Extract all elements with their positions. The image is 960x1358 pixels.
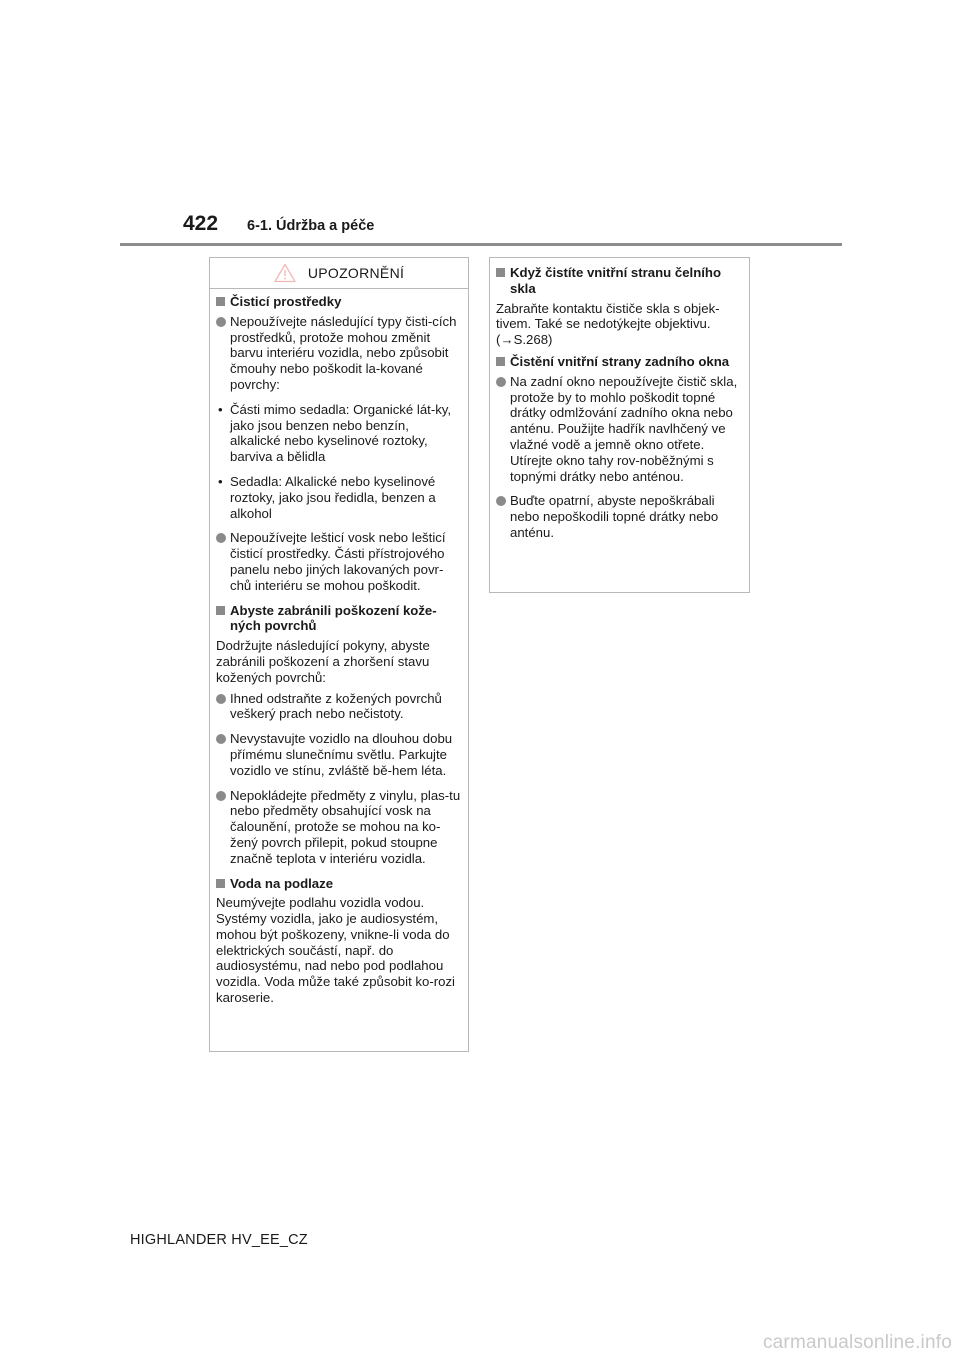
circle-bullet-icon	[496, 496, 506, 506]
heading-water-floor: Voda na podlaze	[216, 876, 462, 892]
paragraph: Zabraňte kontaktu čističe skla s objek-tivem. Také se nedotýkejte objektivu. (→S.268)	[496, 300, 720, 348]
paragraph: Neumývejte podlahu vozidla vodou. Systémy vozidla, jako je audiosystém, mohou být poškozeny, vnikne-li voda do elektrických součástí, např. do audiosystému, nad nebo pod podlahou vozidla. Voda může také způsobit ko-rozi karoserie.	[216, 895, 455, 1006]
square-bullet-icon	[496, 357, 505, 366]
warning-label: UPOZORNĚNÍ	[307, 265, 405, 281]
sub-list-item: • Sedadla: Alkalické nebo kyselinové roztoky, jako jsou ředidla, benzen a alkohol	[218, 473, 436, 521]
list-item: Nepoužívejte následující typy čisti-cích prostředků, protože mohou změnit barvu interiéru vozidla, nebo způsobit čmouhy nebo poškodit la-kované povrchy:	[216, 314, 462, 393]
heading-cleaning-agents: Čisticí prostředky	[216, 294, 462, 310]
heading-windshield: Když čistíte vnitřní stranu čelního skla	[496, 265, 743, 297]
list-item: Buďte opatrní, abyste nepoškrábali nebo nepoškodili topné drátky nebo anténu.	[496, 493, 743, 540]
warning-content-right	[490, 258, 749, 541]
watermark: carmanualsonline.info	[762, 1332, 952, 1353]
square-bullet-icon	[216, 606, 225, 615]
heading-leather: Abyste zabránili poškození kože-ných povrchů	[216, 603, 462, 635]
page-number: 422	[183, 212, 219, 235]
warning-header	[210, 258, 468, 289]
page-reference-link[interactable]: (→S.268)	[496, 332, 553, 348]
circle-bullet-icon	[216, 317, 226, 327]
section-title: 6-1. Údržba a péče	[247, 218, 375, 234]
list-item: Nepoužívejte lešticí vosk nebo lešticí čisticí prostředky. Části přístrojového panelu nebo jiných lakovaných povr-chů interiéru se mohou poškodit.	[216, 530, 462, 593]
sub-list-item: • Části mimo sedadla: Organické lát-ky, jako jsou benzen nebo benzín, alkalické nebo kyselinové roztoky, barviva a bělidla	[218, 401, 452, 465]
list-item: Nepokládejte předměty z vinylu, plas-tu nebo předměty obsahující vosk na čalounění, protože se mohou na ko-žený povrch přilepit, pokud stoupne značně teplota v interiéru vozidla.	[216, 788, 462, 867]
list-item: Ihned odstraňte z kožených povrchů veškerý prach nebo nečistoty.	[216, 691, 462, 723]
list-item: Nevystavujte vozidlo na dlouhou dobu přímému slunečnímu světlu. Parkujte vozidlo ve stínu, zvláště bě-hem léta.	[216, 731, 462, 778]
circle-bullet-icon	[216, 533, 226, 543]
square-bullet-icon	[216, 297, 225, 306]
circle-bullet-icon	[496, 377, 506, 387]
heading-rear-window: Čistění vnitřní strany zadního okna	[496, 354, 743, 370]
circle-bullet-icon	[216, 734, 226, 744]
footer-model: HIGHLANDER HV_EE_CZ	[130, 1232, 308, 1248]
circle-bullet-icon	[216, 694, 226, 704]
warning-box-right	[489, 257, 750, 593]
header-rule	[120, 243, 842, 246]
list-item: Na zadní okno nepoužívejte čistič skla, protože by to mohlo poškodit topné drátky odmlžování zadního okna nebo anténu. Použijte hadřík navlhčený ve vlažné vodě a jemně okno otřete. Utírejte okno tahy rov-noběžnými s topnými drátky nebo anténou.	[496, 374, 743, 485]
circle-bullet-icon	[216, 791, 226, 801]
square-bullet-icon	[496, 268, 505, 277]
warning-content-left	[210, 289, 468, 1006]
paragraph: Dodržujte následující pokyny, abyste zabránili poškození a zhoršení stavu kožených povrchů:	[216, 638, 430, 685]
warning-triangle-icon	[274, 263, 296, 283]
square-bullet-icon	[216, 879, 225, 888]
warning-box-left	[209, 257, 469, 1052]
